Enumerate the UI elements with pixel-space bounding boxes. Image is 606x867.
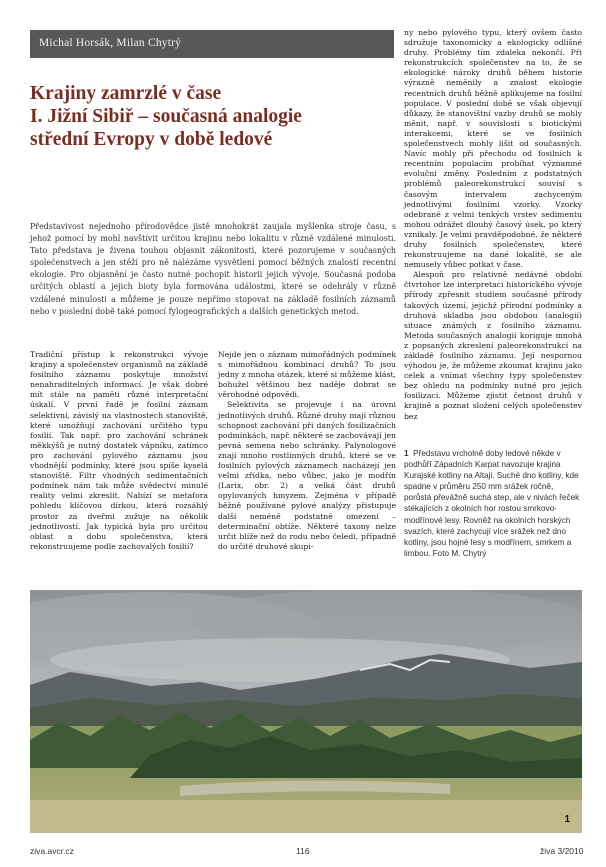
photo-illustration (30, 590, 582, 833)
footer-website: ziva.avcr.cz (30, 846, 74, 856)
authors: Michal Horsák, Milan Chytrý (39, 37, 182, 49)
column-1-text: Tradiční přístup k rekonstrukci vývoje krajiny a společenstev organismů na základě fosilního záznamu poskytuje množství nenahraditelných informací. Je však dobré mít stále na paměti různé interpretační úskalí. V první řadě je fosilní záznam selektivní, závislý na vlastnostech stanoviště, které umožňují zachování určitého typu fosilií. Tak např. pro zachování schránek měkkýšů je nutný dostatek vápníku, zatímco pro zachování pylového záznamu jsou vhodnější podmínky, které jsou spíše kyselá stanoviště. Filtr vhodných sedimentačních podmínek nám tak může svědectví minulé reality velmi zkreslit. Nabízí se metafora pohledu klíčovou dírkou, která rozsáhlý prostor za dveřmi zužuje na několik jednotlivostí. Jak typická byla pro určitou oblast a dobu společenstva, která rekonstruujeme podle zachovalých fosilií? (30, 350, 208, 551)
caption-text: Představu vrcholně doby ledové někde v podhůří Západních Karpat navozuje krajina Kurajské kotliny na Altaji. Suché dno kotliny, kde spadne v průměru 250 mm srážek ročně, porůstá převážně suchá step, ale v nivách řeček stékajících z okolních hor rostou smrkovo-modřínové lesy. Rovněž na okolních horských svazích, které zachycují více srážek než dno kotliny, jsou hojné lesy s modřínem, smrkem a limbou. Foto M. Chytrý (404, 449, 580, 558)
article-title (30, 82, 400, 151)
title-line-3: střední Evropy v době ledové (30, 129, 273, 150)
photo-number: 1 (564, 814, 570, 825)
column-1 (30, 350, 208, 552)
page-number: 116 (296, 846, 310, 856)
column-3-paragraph-1: ny nebo pylového typu, který ovšem často sdružuje taxonomicky a ekologicky odlišné druhy. Problémy tím zdaleka nekončí. Při rekonstrukcích společenstev na to, že se ekologické nároky druhů během historie výrazně neměnily a znalost ekologie recentních druhů běžně aplikujeme na fosilní populace. V poslední době se však objevují důkazy, že stanovištní vazby druhů se mohly měnit, např. v souvislosti s biotickými interakcemi, které se ve fosilních společenstvech mohly lišit od současných. Navíc mohly při přechodu od fosilních k recentním populacím probíhat významné evoluční změny. Posledním z podstatných problémů paleorekonstrukcí souvisí s časovým intervalem zachyceným jednotlivými fosilními vzorky. Vzorky odebrané z velmi tenkých vrstev sedimentu mohou odrážet dlouhý časový úsek, po který vznikaly. Je velmi pravděpodobné, že některé druhy fosilních společenstev, které rekonstruujeme na dané lokalitě, se ale nemusely vůbec potkat v čase. (404, 28, 582, 270)
column-3-paragraph-2: Alespoň pro relativně nedávné období čtvrtohor lze interpretaci historického vývoje přírody zpřesnit studiem současné přírody takových území, jejichž přírodní podmínky a druhová skladba jsou obdobou (analogií) situace známých z fosilního záznamu. Metoda současných analogií koriguje mnohá z popsaných zkreslení paleorekonstrukcí na základě fosilního záznamu. Její nespornou výhodou je, že můžeme zkoumat krajinu jako celek a vnímat všechny typy společenstev bez ohledu na podmínky nutné pro jejich fosilizaci. Můžeme zjistit četnost druhů v krajině a poznat složení celých společenstev bez (404, 270, 582, 421)
column-2-paragraph-2: Selektivita se projevuje i na úrovni jednotlivých druhů. Různé druhy mají různou schopnost zachování při daných fosilizačních podmínkách, např. některé se zachovávají jen pevná semena nebo schránky. Palynologové znají mnoho rostlinných druhů, které se ve fosilních pylových záznamech nacházejí jen velmi zřídka, nebo vůbec, jako je modřín (Larix, obr. 2) a velká část druhů opylovaných hmyzem. Zejména v případě běžně používané pylové analýzy přistupuje další neméně podstatné omezení – determinační obtíže. Některé taxony nelze určit blíže než do rodu nebo čeledi, případně do určité druhové skupi- (218, 400, 396, 551)
footer-issue: živa 3/2010 (540, 846, 584, 856)
figure-caption (404, 448, 580, 559)
lead-paragraph: Představivost nejednoho přírodovědce jistě mnohokrát zaujala myšlenka stroje času, s jehož pomocí by mohl navštívit určitou krajinu nebo lokalitu v různě vzdálené minulosti. Tato představa je živena touhou objasnit zákonitosti, které pozorujeme v současných společenstvech a jen stěží pro ně nalézáme vysvětlení pomocí běžných znalostí recentní ekologie. Pro objasnění je často nutné pochopit historii jejich vývoje. Současná podoba určitých oblastí a jejich bioty byla formována událostmi, které se odehrály v různě vzdálené minulosti a můžeme je pouze nepřímo stopovat na základě fosilních záznamů nebo v poslední době také pomocí fylogeografických a dalších genetických metod. (30, 222, 396, 316)
landscape-photo (30, 590, 582, 833)
title-line-1: Krajiny zamrzlé v čase (30, 83, 222, 104)
column-2 (218, 350, 396, 552)
column-3 (404, 28, 582, 422)
caption-number: 1 (404, 449, 409, 458)
author-bar (30, 30, 394, 58)
column-2-paragraph-1: Nejde jen o záznam mimořádných podmínek s mimořádnou kombinací druhů? To jsou jedny z mnoha otázek, které si můžeme klást, bohužel většinou bez naděje dobrat se věrohodné odpovědi. (218, 350, 396, 400)
title-line-2: I. Jižní Sibiř – současná analogie (30, 106, 302, 127)
